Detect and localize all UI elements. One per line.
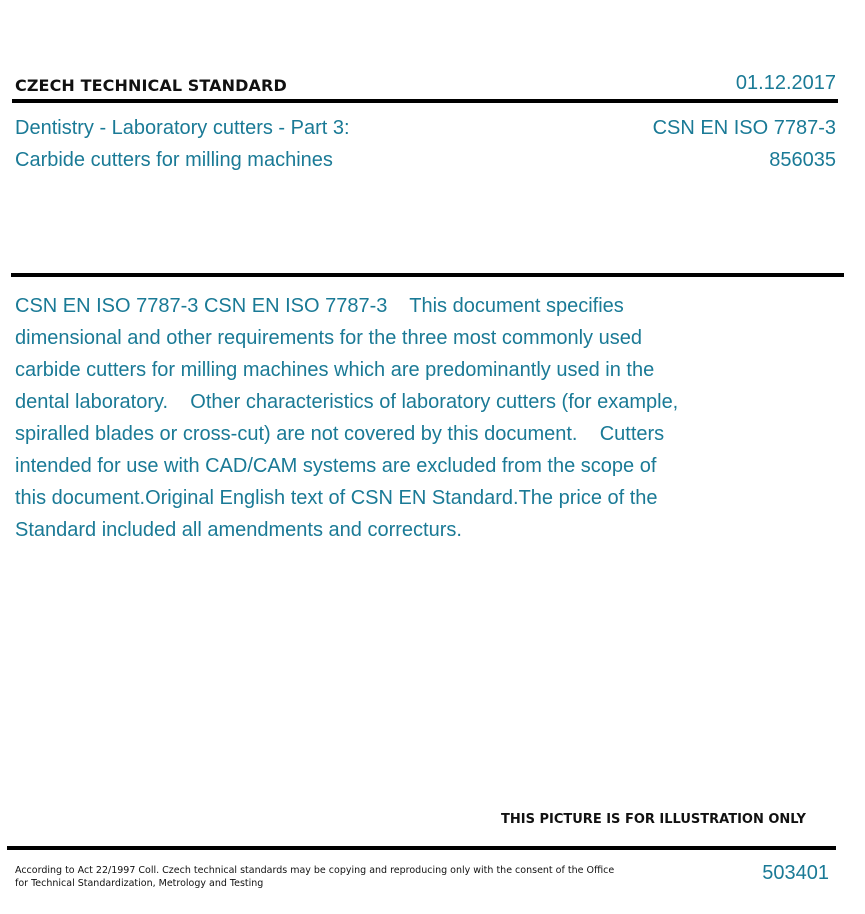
legal-notice-line-1: According to Act 22/1997 Coll. Czech technical standards may be copying and reproducing only with the consent of the Office — [15, 865, 615, 876]
bottom-divider — [7, 846, 836, 850]
legal-notice-line-2: for Technical Standardization, Metrology and Testing — [15, 878, 264, 889]
classification-number: 856035 — [769, 149, 836, 171]
standard-number: CSN EN ISO 7787-3 — [652, 117, 836, 139]
top-divider — [12, 99, 838, 103]
illustration-note: THIS PICTURE IS FOR ILLUSTRATION ONLY — [501, 812, 806, 827]
standard-type-label: CZECH TECHNICAL STANDARD — [15, 76, 287, 95]
title-line-2: Carbide cutters for milling machines — [15, 149, 333, 171]
title-line-1: Dentistry - Laboratory cutters - Part 3: — [15, 117, 350, 139]
legal-notice — [15, 864, 615, 890]
document-id: 503401 — [762, 862, 829, 884]
middle-divider — [11, 273, 844, 277]
publication-date: 01.12.2017 — [735, 72, 836, 94]
abstract-text: CSN EN ISO 7787-3 CSN EN ISO 7787-3 This document specifies dimensional and other requirements for the three most commonly used carbide cutters for milling machines which are predominantly used in the dental laboratory. Other characteristics of laboratory cutters (for example, spiralled blades or cross-cut) are not covered by this document. Cutters intended for use with CAD/CAM systems are excluded from the scope of this document.Original English text of CSN EN Standard.The price of the Standard included all amendments and correcturs. — [15, 295, 684, 541]
